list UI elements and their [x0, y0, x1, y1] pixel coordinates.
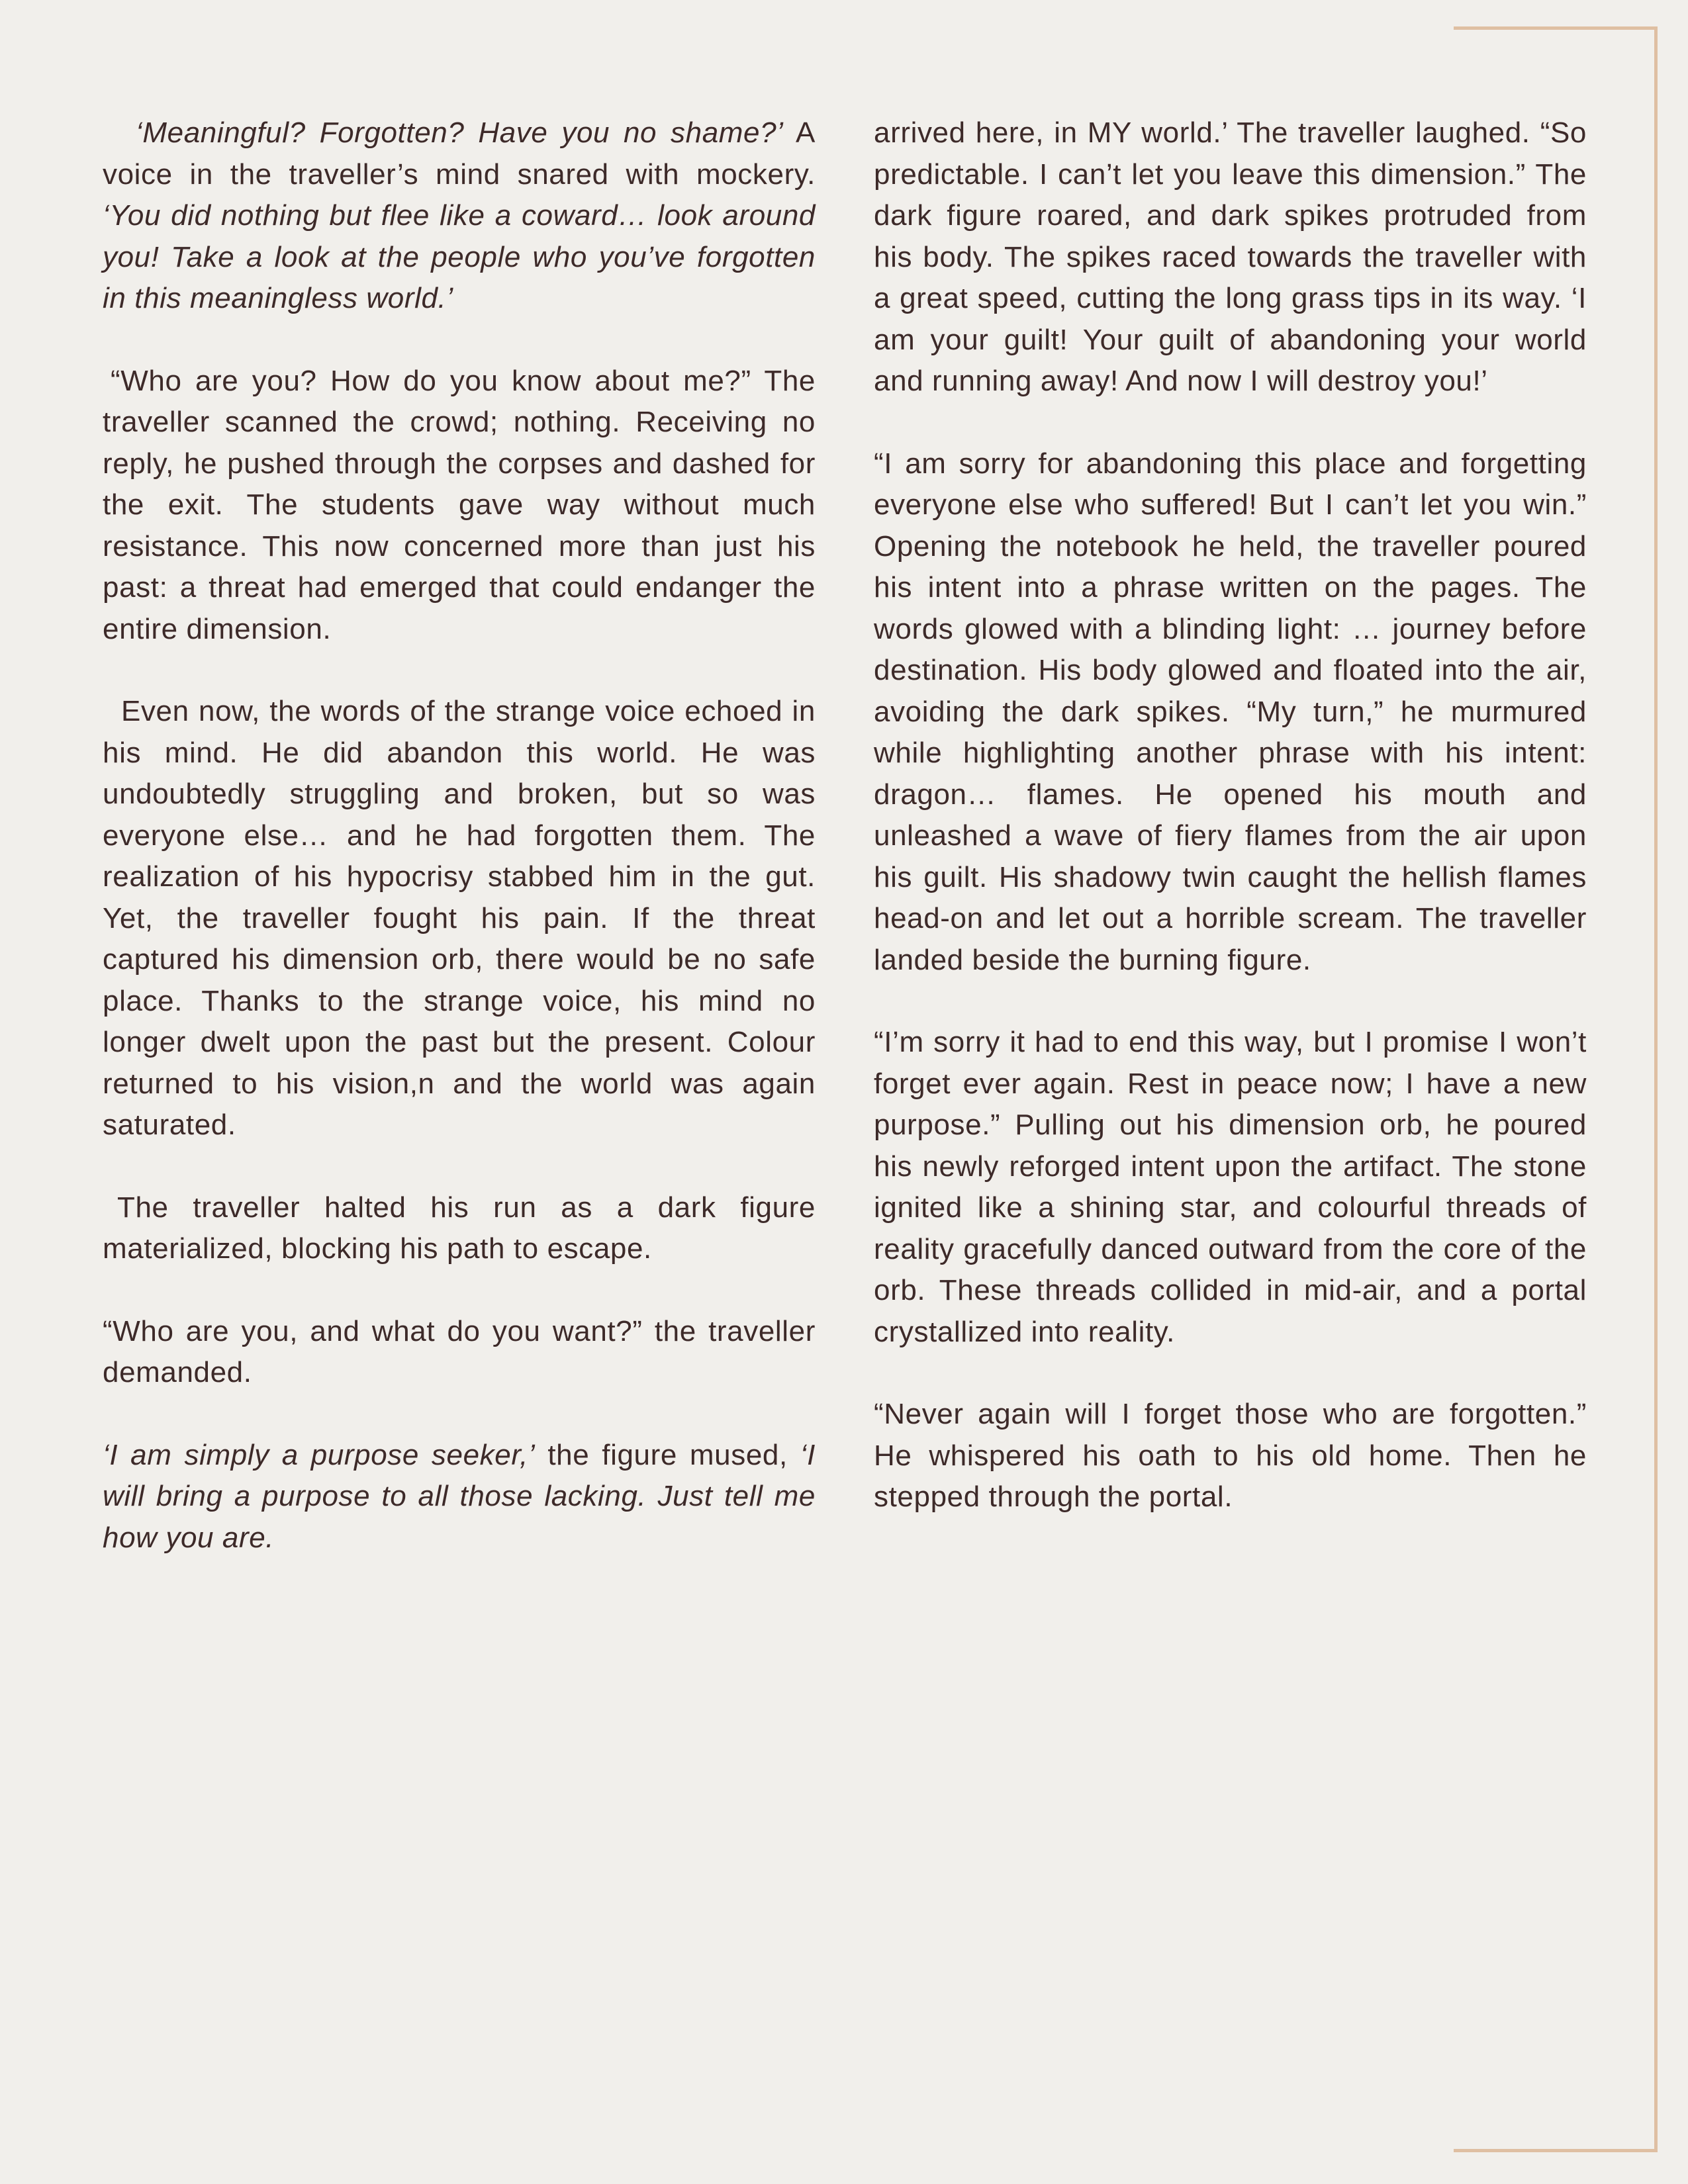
paragraph-1: [103, 113, 816, 320]
paragraph-3: Even now, the words of the strange voice echoed in his mind. He did abandon this world. He was undoubtedly struggling and broken, but so was everyone else… and he had forgotten them. The realization of his hypocrisy stabbed him in the gut. Yet, the traveller fought his pain. If the threat captured his dimension orb, there would be no safe place. Thanks to the strange voice, his mind no longer dwelt upon the past but the present. Colour returned to his vision,n and the world was again saturated.: [103, 695, 816, 1141]
left-column: [103, 113, 816, 1559]
italic-quote: ‘Meaningful? Forgotten? Have you no shame?’: [136, 116, 784, 149]
paragraph-10: “Never again will I forget those who are forgotten.” He whispered his oath to his old home. Then he stepped through the portal.: [874, 1398, 1587, 1513]
paragraph-9: “I’m sorry it had to end this way, but I promise I won’t forget ever again. Rest in peace now; I have a new purpose.” Pulling out his dimension orb, he poured his newly reforged intent upon the artifact. The stone ignited like a shining star, and colourful threads of reality gracefully danced outward from the core of the orb. These threads collided in mid-air, and a portal crystallized into reality.: [874, 1026, 1587, 1348]
narration: the figure mused,: [535, 1438, 800, 1471]
paragraph-2: “Who are you? How do you know about me?” The traveller scanned the crowd; nothing. Receiving no reply, he pushed through the corpses and dashed for the exit. The students gave way without much resistance. This now concerned more than just his past: a threat had emerged that could endanger the entire dimension.: [103, 364, 816, 645]
italic-quote: ‘I will bring a purpose to all those lacking. Just tell me how you are.: [103, 1438, 816, 1554]
paragraph-5: “Who are you, and what do you want?” the traveller demanded.: [103, 1314, 816, 1388]
paragraph-6: [103, 1435, 816, 1559]
italic-quote: ‘I am simply a purpose seeker,’: [103, 1438, 536, 1471]
paragraph-4: The traveller halted his run as a dark figure materialized, blocking his path to escape.: [103, 1191, 816, 1265]
italic-quote: ‘You did nothing but flee like a coward… look around you! Take a look at the people who you’ve forgotten in this meaningless world.’: [103, 199, 816, 314]
paragraph-7: arrived here, in MY world.’ The traveller laughed. “So predictable. I can’t let you leave this dimension.” The dark figure roared, and dark spikes protruded from his body. The spikes raced towards the traveller with a great speed, cutting the long grass tips in its way. ‘I am your guilt! Your guilt of abandoning your world and running away! And now I will destroy you!’: [874, 116, 1587, 397]
narration: A voice in the traveller’s mind snared with mockery.: [103, 116, 816, 191]
right-column: [874, 113, 1587, 1518]
paragraph-8: “I am sorry for abandoning this place and forgetting everyone else who suffered! But I can’t let you win.” Opening the notebook he held, the traveller poured his intent into a phrase written on the pages. The words glowed with a blinding light: … journey before destination. His body glowed and floated into the air, avoiding the dark spikes. “My turn,” he murmured while highlighting another phrase with his intent: dragon… flames. He opened his mouth and unleashed a wave of fiery flames from the air upon his guilt. His shadowy twin caught the hellish flames head-on and let out a horrible scream. The traveller landed beside the burning figure.: [874, 447, 1587, 976]
